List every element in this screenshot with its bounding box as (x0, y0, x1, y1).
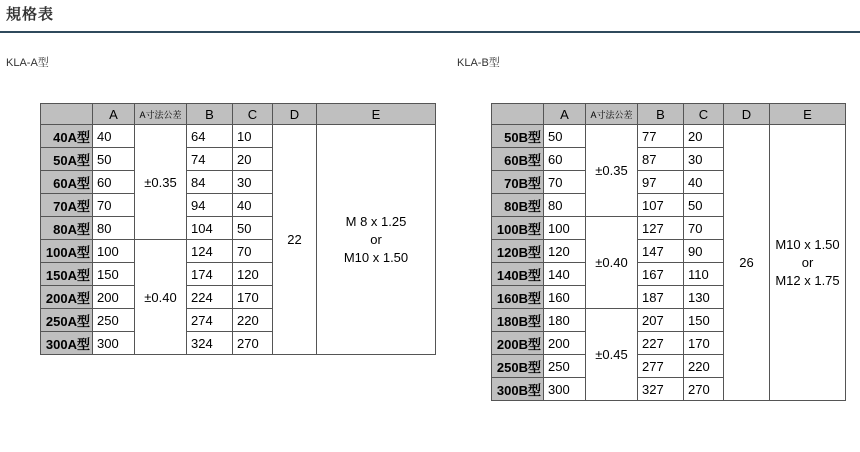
model-cell: 200A型 (41, 286, 93, 309)
model-cell: 120B型 (492, 240, 544, 263)
model-cell: 100B型 (492, 217, 544, 240)
b-cell: 84 (187, 171, 233, 194)
b-cell: 174 (187, 263, 233, 286)
b-cell: 77 (638, 125, 684, 148)
model-cell: 80A型 (41, 217, 93, 240)
b-cell: 277 (638, 355, 684, 378)
b-cell: 224 (187, 286, 233, 309)
b-cell: 64 (187, 125, 233, 148)
c-cell: 120 (233, 263, 273, 286)
model-cell: 250B型 (492, 355, 544, 378)
b-cell: 167 (638, 263, 684, 286)
header-e: E (770, 104, 846, 125)
b-cell: 87 (638, 148, 684, 171)
c-cell: 30 (684, 148, 724, 171)
model-cell: 200B型 (492, 332, 544, 355)
a-cell: 80 (544, 194, 586, 217)
model-cell: 60A型 (41, 171, 93, 194)
a-cell: 70 (544, 171, 586, 194)
model-cell: 100A型 (41, 240, 93, 263)
a-cell: 80 (93, 217, 135, 240)
e-line: or (801, 254, 814, 270)
header-c: C (684, 104, 724, 125)
b-cell: 187 (638, 286, 684, 309)
c-cell: 50 (233, 217, 273, 240)
c-cell: 40 (684, 171, 724, 194)
a-cell: 200 (93, 286, 135, 309)
d-cell: 26 (724, 125, 770, 401)
spec-table-b (491, 103, 846, 401)
c-cell: 10 (233, 125, 273, 148)
a-cell: 160 (544, 286, 586, 309)
b-cell: 124 (187, 240, 233, 263)
a-cell: 50 (544, 125, 586, 148)
spec-table-a (40, 103, 436, 355)
a-cell: 100 (93, 240, 135, 263)
c-cell: 110 (684, 263, 724, 286)
c-cell: 220 (684, 355, 724, 378)
tolerance-cell: ±0.40 (586, 217, 638, 309)
a-cell: 60 (93, 171, 135, 194)
b-cell: 207 (638, 309, 684, 332)
tolerance-cell: ±0.35 (135, 125, 187, 240)
c-cell: 170 (684, 332, 724, 355)
header-d: D (273, 104, 317, 125)
e-cell (317, 125, 436, 355)
c-cell: 130 (684, 286, 724, 309)
title-divider (0, 31, 860, 33)
header-model (492, 104, 544, 125)
a-cell: 60 (544, 148, 586, 171)
model-cell: 50A型 (41, 148, 93, 171)
model-cell: 300A型 (41, 332, 93, 355)
a-cell: 150 (93, 263, 135, 286)
model-cell: 70B型 (492, 171, 544, 194)
b-cell: 107 (638, 194, 684, 217)
d-cell: 22 (273, 125, 317, 355)
c-cell: 270 (684, 378, 724, 401)
c-cell: 30 (233, 171, 273, 194)
a-cell: 140 (544, 263, 586, 286)
b-cell: 274 (187, 309, 233, 332)
c-cell: 70 (684, 217, 724, 240)
c-cell: 90 (684, 240, 724, 263)
c-cell: 20 (233, 148, 273, 171)
table-header-row (41, 104, 436, 125)
table-header-row (492, 104, 846, 125)
e-line: M12 x 1.75 (775, 272, 840, 288)
model-cell: 300B型 (492, 378, 544, 401)
header-a-tolerance: A寸法公差 (135, 104, 187, 125)
table-b-caption: KLA-B型 (457, 57, 500, 69)
a-cell: 120 (544, 240, 586, 263)
a-cell: 180 (544, 309, 586, 332)
header-b: B (638, 104, 684, 125)
b-cell: 94 (187, 194, 233, 217)
model-cell: 40A型 (41, 125, 93, 148)
a-cell: 50 (93, 148, 135, 171)
b-cell: 147 (638, 240, 684, 263)
model-cell: 70A型 (41, 194, 93, 217)
model-cell: 250A型 (41, 309, 93, 332)
header-a-tolerance: A寸法公差 (586, 104, 638, 125)
e-line: M10 x 1.50 (775, 236, 840, 252)
b-cell: 104 (187, 217, 233, 240)
a-cell: 250 (544, 355, 586, 378)
a-cell: 40 (93, 125, 135, 148)
e-cell (770, 125, 846, 401)
e-line: M10 x 1.50 (343, 249, 409, 265)
c-cell: 40 (233, 194, 273, 217)
model-cell: 160B型 (492, 286, 544, 309)
c-cell: 270 (233, 332, 273, 355)
header-d: D (724, 104, 770, 125)
b-cell: 327 (638, 378, 684, 401)
table-row (492, 125, 846, 148)
c-cell: 150 (684, 309, 724, 332)
model-cell: 150A型 (41, 263, 93, 286)
b-cell: 324 (187, 332, 233, 355)
a-cell: 300 (544, 378, 586, 401)
a-cell: 250 (93, 309, 135, 332)
c-cell: 20 (684, 125, 724, 148)
b-cell: 97 (638, 171, 684, 194)
a-cell: 300 (93, 332, 135, 355)
model-cell: 140B型 (492, 263, 544, 286)
model-cell: 50B型 (492, 125, 544, 148)
header-a: A (544, 104, 586, 125)
model-cell: 60B型 (492, 148, 544, 171)
header-a: A (93, 104, 135, 125)
e-line: M 8 x 1.25 (345, 213, 407, 229)
a-cell: 70 (93, 194, 135, 217)
header-model (41, 104, 93, 125)
table-row (41, 125, 436, 148)
model-cell: 180B型 (492, 309, 544, 332)
model-cell: 80B型 (492, 194, 544, 217)
page-title: 規格表 (6, 6, 55, 23)
a-cell: 100 (544, 217, 586, 240)
header-c: C (233, 104, 273, 125)
header-e: E (317, 104, 436, 125)
c-cell: 170 (233, 286, 273, 309)
tolerance-cell: ±0.35 (586, 125, 638, 217)
c-cell: 50 (684, 194, 724, 217)
c-cell: 220 (233, 309, 273, 332)
e-line: or (370, 231, 382, 247)
tolerance-cell: ±0.40 (135, 240, 187, 355)
b-cell: 227 (638, 332, 684, 355)
tolerance-cell: ±0.45 (586, 309, 638, 401)
c-cell: 70 (233, 240, 273, 263)
b-cell: 74 (187, 148, 233, 171)
table-a-caption: KLA-A型 (6, 57, 49, 69)
b-cell: 127 (638, 217, 684, 240)
a-cell: 200 (544, 332, 586, 355)
header-b: B (187, 104, 233, 125)
